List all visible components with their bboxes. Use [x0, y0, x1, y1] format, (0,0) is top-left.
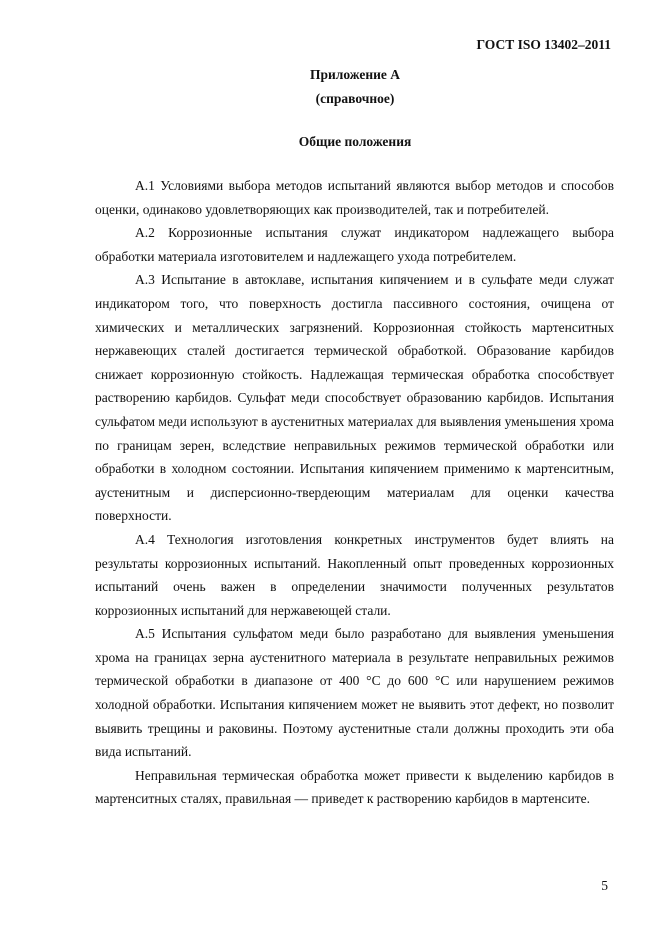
section-title: Общие положения — [298, 134, 412, 149]
page-number: 5 — [601, 878, 608, 893]
paragraph-a3: А.3 Испытание в автоклаве, испытания кипячением и в сульфате меди служат индикатором того, что поверхность достигла пассивного состояния, очищена от химических и металлических загрязнений. Коррозионная стойкость мартенситных нержавеющих сталей достигается термической обработкой. Образование карбидов снижает коррозионную стойкость. Надлежащая термическая обработка способствует растворению карбидов. Сульфат меди способствует образованию карбидов. Испытания сульфатом меди используют в аустенитных материалах для выявления уменьшения хрома по границам зерен, вследствие неправильных режимов термической обработки или обработки в холодном состоянии. Испытания кипячением применимо к мартенситным, аустенитным и дисперсионно-твердеющим материалам для оценки качества поверхности. — [95, 272, 614, 524]
paragraph-a2: А.2 Коррозионные испытания служат индикатором надлежащего выбора обработки материала изготовителем и надлежащего ухода потребителем. — [95, 225, 614, 264]
body-text — [95, 174, 614, 811]
paragraph-note: Неправильная термическая обработка может привести к выделению карбидов в мартенситных сталях, правильная — приведет к растворению карбидов в мартенсите. — [95, 767, 614, 807]
document-code: ГОСТ ISO 13402–2011 — [476, 37, 611, 52]
paragraph-a5: А.5 Испытания сульфатом меди было разработано для выявления уменьшения хрома на границах зерна аустенитного материала в результате неправильных режимов термической обработки в диапазоне от 400 °С до 600 °С или нарушением режимов холодной обработки. Испытания кипячением может не выявить этот дефект, но позволит выявить трещины и раковины. Поэтому аустенитные стали должны проходить эти оба вида испытаний. — [95, 626, 614, 760]
appendix-subtitle: (справочное) — [315, 91, 395, 106]
paragraph-a4: А.4 Технология изготовления конкретных инструментов будет влиять на результаты коррозионных испытаний. Накопленный опыт проведенных коррозионных испытаний очень важен в определении значимости полученных результатов коррозионных испытаний для нержавеющей стали. — [95, 531, 614, 618]
paragraph-a1: А.1 Условиями выбора методов испытаний являются выбор методов и способов оценки, одинаково удовлетворяющих как производителей, так и потребителей. — [95, 178, 614, 217]
appendix-title: Приложение А — [309, 67, 401, 82]
